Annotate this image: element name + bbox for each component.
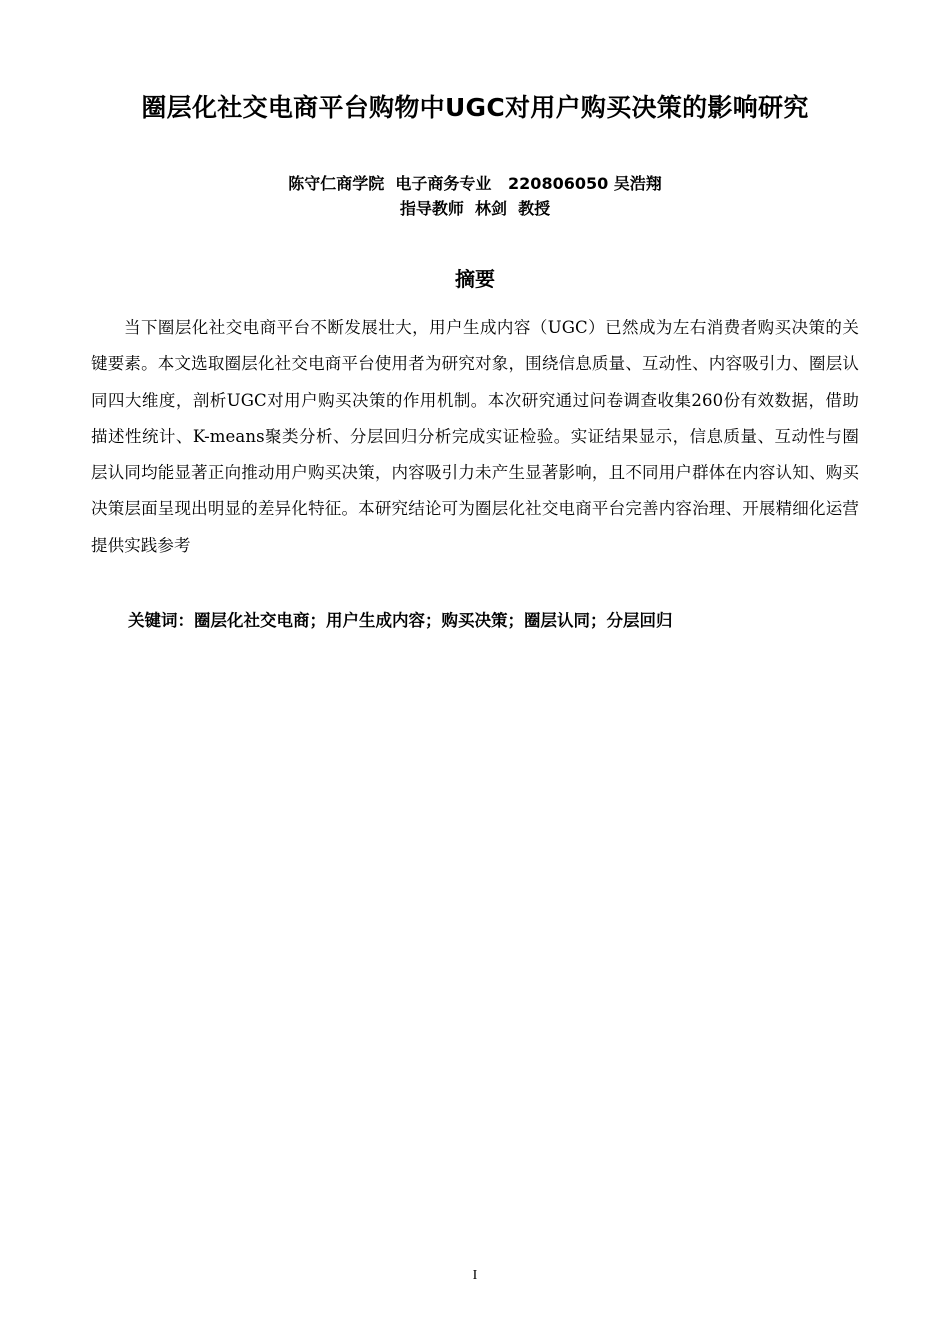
advisor-info: 指导教师 林剑 教授 [399,199,551,218]
paper-title: 圈层化社交电商平台购物中UGC对用户购买决策的影响研究 [141,93,809,122]
abstract-heading: 摘要 [455,267,495,291]
author-info: 陈守仁商学院 电子商务专业 220806050 吴浩翔 [288,174,662,193]
abstract-body: 当下圈层化社交电商平台不断发展壮大，用户生成内容（UGC）已然成为左右消费者购买决策的关键要素。本文选取圈层化社交电商平台使用者为研究对象，围绕信息质量、互动性、内容吸引力、圈层认同四大维度，剖析UGC对用户购买决策的作用机制。本次研究通过问卷调查收集260份有效数据，借助描述性统计、K-means聚类分析、分层回归分析完成实证检验。实证结果显示，信息质量、互动性与圈层认同均能显著正向推动用户购买决策，内容吸引力未产生显著影响，且不同用户群体在内容认知、购买决策层面呈现出明显的差异化特征。本研究结论可为圈层化社交电商平台完善内容治理、开展精细化运营提供实践参考 [91,318,859,555]
page-number: I [472,1268,478,1283]
keywords-line: 关键词：圈层化社交电商；用户生成内容；购买决策；圈层认同；分层回归 [128,611,673,630]
